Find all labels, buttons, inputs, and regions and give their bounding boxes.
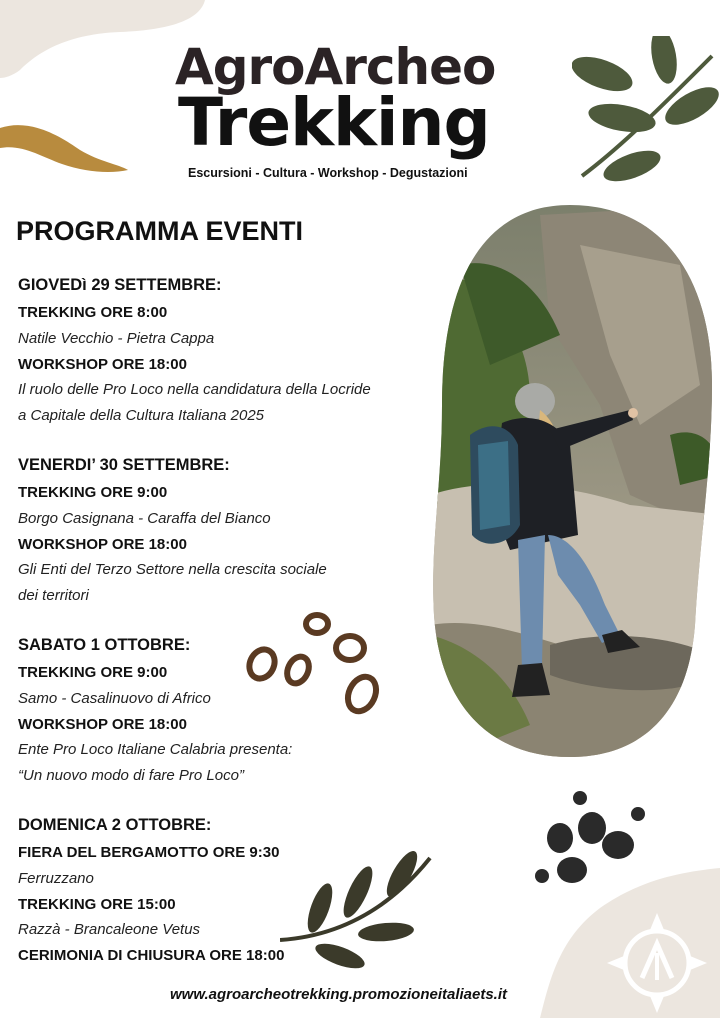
event-title: TREKKING ORE 9:00 <box>18 664 168 681</box>
title-line-1: AgroArcheo <box>175 38 496 96</box>
event-title: WORKSHOP ORE 18:00 <box>18 715 187 733</box>
event-description: Ente Pro Loco Italiane Calabria presenta: <box>18 741 293 759</box>
event-day-heading: GIOVEDì 29 SETTEMBRE: <box>18 276 222 294</box>
event-day-heading: SABATO 1 OTTOBRE: <box>18 636 191 654</box>
event-description: Ferruzzano <box>18 869 94 887</box>
title-line-2: Trekking <box>178 84 490 161</box>
hiker-photo <box>430 205 720 765</box>
event-description: dei territori <box>18 587 89 605</box>
gold-brush-stroke <box>0 118 140 178</box>
dark-dots-icon <box>532 790 652 890</box>
event-title: TREKKING ORE 8:00 <box>18 304 168 321</box>
seed-dots-icon <box>240 608 390 718</box>
event-title: FIERA DEL BERGAMOTTO ORE 9:30 <box>18 844 280 861</box>
event-description: Razzà - Brancaleone Vetus <box>18 921 201 939</box>
event-description: a Capitale della Cultura Italiana 2025 <box>18 407 264 425</box>
event-day-heading: DOMENICA 2 OTTOBRE: <box>18 816 212 834</box>
event-day-heading: VENERDI’ 30 SETTEMBRE: <box>18 456 230 474</box>
compass-logo-icon <box>602 908 712 1018</box>
event-title: TREKKING ORE 9:00 <box>18 484 168 501</box>
event-description: Il ruolo delle Pro Loco nella candidatura della Locride <box>18 381 371 399</box>
event-description: Natile Vecchio - Pietra Cappa <box>18 329 215 347</box>
event-description: Borgo Casignana - Caraffa del Bianco <box>18 509 271 527</box>
event-title: WORKSHOP ORE 18:00 <box>18 355 187 373</box>
tagline: Escursioni - Cultura - Workshop - Degustazioni <box>188 166 468 180</box>
event-description: Samo - Casalinuovo di Africo <box>18 689 211 707</box>
event-title: WORKSHOP ORE 18:00 <box>18 535 187 553</box>
event-title: TREKKING ORE 15:00 <box>18 895 176 913</box>
leaf-branch-icon <box>572 36 720 186</box>
website-link[interactable]: www.agroarcheotrekking.promozioneitaliaets.it <box>170 986 508 1003</box>
event-title: CERIMONIA DI CHIUSURA ORE 18:00 <box>18 947 285 965</box>
event-description: “Un nuovo modo di fare Pro Loco” <box>18 767 244 785</box>
event-description: Gli Enti del Terzo Settore nella crescita sociale <box>18 561 327 579</box>
leaf-branch-bottom-icon <box>280 848 450 978</box>
program-title: PROGRAMMA EVENTI <box>16 216 304 246</box>
